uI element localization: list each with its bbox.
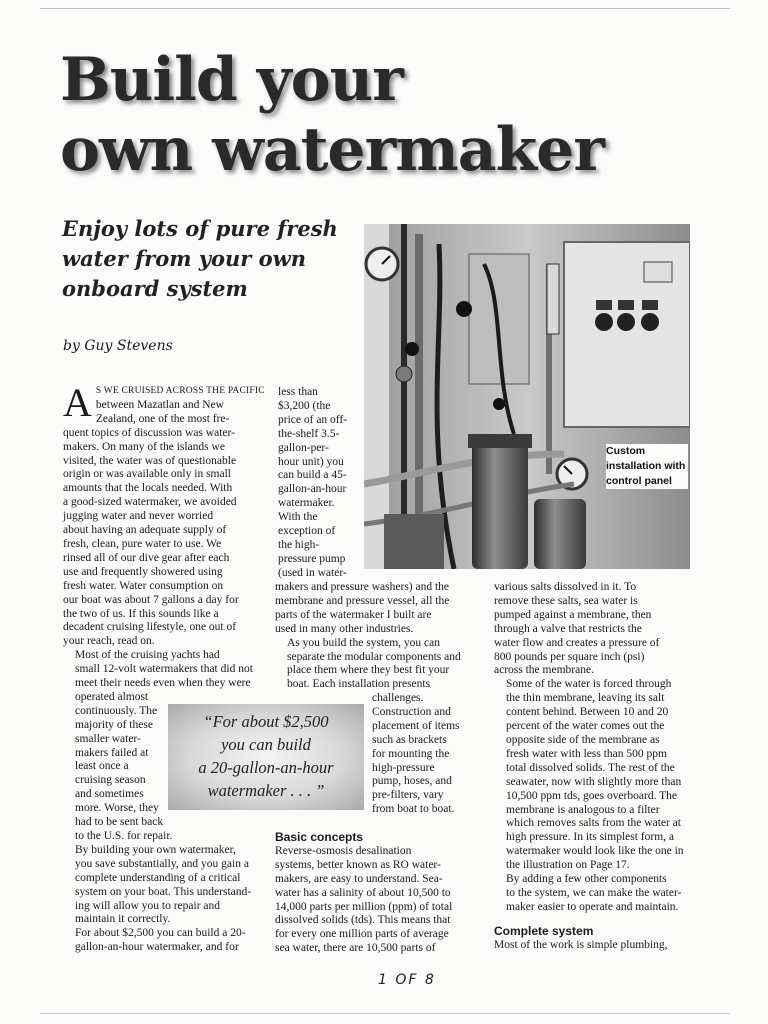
text-line: you can build bbox=[221, 735, 311, 754]
photo-caption bbox=[606, 444, 688, 489]
col3-paragraph-2 bbox=[494, 678, 709, 873]
text-line: fresh, clean, pure water to use. We bbox=[63, 537, 222, 550]
text-line: pre-filters, vary bbox=[372, 789, 444, 802]
text-line: Most of the work is simple plumbing, bbox=[494, 938, 668, 951]
text-line: challenges. bbox=[372, 692, 424, 704]
text-line: the thin membrane, leaving its salt bbox=[506, 692, 665, 705]
article-title bbox=[60, 45, 720, 185]
article-subtitle bbox=[62, 214, 362, 304]
text-line: used in many other industries. bbox=[275, 622, 414, 635]
text-line: for every one million parts of average bbox=[275, 928, 449, 941]
text-line: least once a bbox=[75, 760, 129, 773]
text-line: majority of these bbox=[75, 718, 153, 731]
text-line: gallon-an-hour bbox=[278, 483, 347, 496]
text-line: less than bbox=[278, 386, 318, 398]
text-line: sea water, there are 10,500 parts of bbox=[275, 942, 436, 955]
text-line: smaller water- bbox=[75, 732, 141, 745]
subtitle-line: water from your own bbox=[62, 246, 306, 271]
text-line: pump, hoses, and bbox=[372, 775, 452, 788]
text-line: various salts dissolved in it. To bbox=[494, 581, 637, 593]
text-line: your reach, read on. bbox=[63, 635, 155, 648]
text-line: With the bbox=[278, 511, 318, 524]
text-line: “For about $2,500 bbox=[203, 712, 329, 731]
text-line: opposite side of the membrane as bbox=[506, 733, 660, 746]
col1-paragraph-3 bbox=[63, 844, 265, 927]
subtitle-line: onboard system bbox=[62, 276, 248, 301]
text-line: operated almost bbox=[75, 690, 149, 703]
text-line: seawater, now with slightly more than bbox=[506, 775, 682, 788]
text-line: remove these salts, sea water is bbox=[494, 594, 638, 607]
text-line: amounts that the locals needed. With bbox=[63, 482, 233, 495]
text-line: meet their needs even when they were bbox=[75, 677, 251, 690]
pull-quote bbox=[168, 704, 364, 810]
text-line: watermaker. bbox=[278, 497, 335, 510]
watermaker-photo bbox=[364, 224, 690, 569]
text-line: fresh water with less than 500 ppm bbox=[506, 747, 667, 760]
text-line: watermaker would look like the one in bbox=[506, 845, 684, 858]
text-line: makers and pressure washers) and the bbox=[275, 581, 450, 593]
top-rule bbox=[40, 8, 730, 9]
text-line: 800 pounds per square inch (psi) bbox=[494, 650, 645, 663]
col3-paragraph-3 bbox=[494, 873, 709, 915]
text-line: small 12-volt watermakers that did not bbox=[75, 663, 253, 676]
text-line: Construction and bbox=[372, 705, 451, 718]
text-line: Most of the cruising yachts had bbox=[75, 649, 220, 662]
col1-paragraph-1 bbox=[63, 380, 265, 649]
text-line: high-pressure bbox=[372, 761, 435, 774]
text-line: between Mazatlan and New bbox=[95, 398, 224, 411]
text-line: pumped against a membrane, then bbox=[494, 608, 652, 621]
text-line: For about $2,500 you can build a 20- bbox=[75, 927, 246, 940]
caption-line: installation with bbox=[606, 460, 686, 472]
text-line: cruising season bbox=[75, 774, 146, 787]
text-line: rinsed all of our dive gear after each bbox=[63, 551, 230, 564]
text-line: high pressure. In its simplest form, a bbox=[506, 831, 675, 844]
text-line: Reverse-osmosis desalination bbox=[275, 844, 412, 857]
col3-paragraph-1 bbox=[494, 581, 709, 678]
text-line: makers, are easy to understand. Sea- bbox=[275, 872, 443, 885]
text-line: maintain it correctly. bbox=[75, 913, 171, 926]
text-line: makers. On many of the islands we bbox=[63, 440, 225, 453]
text-line: placement of items bbox=[372, 719, 460, 732]
text-line: water has a salinity of about 10,500 to bbox=[275, 886, 451, 899]
text-line: the-shelf 3.5- bbox=[278, 427, 340, 440]
text-line: Some of the water is forced through bbox=[506, 678, 672, 691]
text-line: membrane and pressure vessel, all the bbox=[275, 594, 450, 607]
column-1 bbox=[63, 380, 265, 955]
text-line: 14,000 parts per million (ppm) of total bbox=[275, 900, 453, 913]
text-line: As you build the system, you can bbox=[287, 636, 440, 649]
text-line: origin or was available only in small bbox=[63, 468, 231, 481]
text-line: gallon-an-hour watermaker, and for bbox=[75, 941, 239, 954]
text-line: percent of the water comes out the bbox=[506, 720, 665, 733]
text-line: total dissolved solids. The rest of the bbox=[506, 761, 675, 774]
text-line: (used in water- bbox=[278, 566, 347, 579]
text-line: Zealand, one of the most fre- bbox=[95, 412, 230, 425]
column-2-section bbox=[275, 831, 485, 956]
text-line: and sometimes bbox=[75, 788, 144, 801]
text-line: fresh water. Water consumption on bbox=[63, 579, 224, 592]
text-line: use and frequently showered using bbox=[63, 565, 223, 578]
drop-cap: A bbox=[63, 380, 92, 425]
text-line: for mounting the bbox=[372, 747, 450, 760]
line-list bbox=[63, 399, 239, 647]
title-line: own watermaker bbox=[60, 115, 604, 185]
page-number: 1 OF 8 bbox=[378, 972, 436, 988]
text-line: separate the modular components and bbox=[287, 650, 461, 663]
caption-line: Custom bbox=[606, 445, 646, 457]
bottom-rule bbox=[40, 1013, 730, 1014]
text-line: to the U.S. for repair. bbox=[75, 830, 173, 842]
watermaker-photo-art bbox=[364, 224, 690, 569]
byline: by Guy Stevens bbox=[63, 338, 173, 354]
text-line: visited, the water was of questionable bbox=[63, 454, 237, 467]
col1-paragraph-4 bbox=[63, 927, 265, 955]
text-line: hour unit) you bbox=[278, 455, 344, 468]
text-line: maker easier to operate and maintain. bbox=[506, 900, 679, 913]
title-line: Build your bbox=[60, 45, 403, 115]
text-line: gallon-per- bbox=[278, 441, 329, 454]
text-line: 10,500 ppm tds, goes overboard. The bbox=[506, 789, 677, 802]
text-line: watermaker . . . ” bbox=[207, 781, 325, 800]
text-line: pressure pump bbox=[278, 552, 346, 565]
col2-paragraph-3 bbox=[275, 845, 485, 956]
text-line: By adding a few other components bbox=[506, 873, 667, 886]
text-line: content behind. Between 10 and 20 bbox=[506, 706, 669, 719]
text-line: continuously. The bbox=[75, 704, 158, 717]
col2-paragraph-1 bbox=[275, 581, 483, 637]
text-line: through a valve that restricts the bbox=[494, 622, 642, 635]
section-heading: Basic concepts bbox=[275, 830, 364, 844]
text-line: from boat to boat. bbox=[372, 803, 455, 816]
text-line: makers failed at bbox=[75, 746, 149, 759]
text-line: our boat was about 7 gallons a day for bbox=[63, 593, 239, 606]
lead-caps: S WE CRUISED ACROSS THE PACIFIC bbox=[95, 386, 265, 396]
text-line: parts of the watermaker I built are bbox=[275, 608, 432, 621]
col3-paragraph-4 bbox=[494, 939, 709, 953]
text-line: $3,200 (the bbox=[278, 399, 331, 412]
text-line: decadent cruising lifestyle, one out of bbox=[63, 621, 237, 634]
column-2-narrow-2 bbox=[372, 692, 482, 817]
column-2-body bbox=[275, 581, 483, 692]
caption-line: control panel bbox=[606, 475, 672, 487]
text-line: the high- bbox=[278, 538, 320, 551]
text-line: such as brackets bbox=[372, 733, 447, 746]
text-line: exception of bbox=[278, 525, 336, 538]
text-line: By building your own watermaker, bbox=[75, 843, 236, 856]
section-heading: Complete system bbox=[494, 923, 594, 938]
text-line: can build a 45- bbox=[278, 469, 347, 482]
text-line: quent topics of discussion was water- bbox=[63, 426, 235, 439]
text-line: membrane is analogous to a filter bbox=[506, 803, 660, 816]
text-line: had to be sent back bbox=[75, 816, 164, 829]
text-line: a good-sized watermaker, we avoided bbox=[63, 496, 237, 509]
column-3 bbox=[494, 581, 709, 953]
text-line: water flow and creates a pressure of bbox=[494, 636, 660, 649]
text-line: boat. Each installation presents bbox=[287, 678, 431, 691]
text-line: about having an adequate supply of bbox=[63, 524, 227, 537]
text-line: the two of us. If this sounds like a bbox=[63, 607, 219, 620]
text-line: which removes salts from the water at bbox=[506, 817, 681, 830]
text-line: price of an off- bbox=[278, 413, 348, 426]
text-line: a 20-gallon-an-hour bbox=[198, 758, 334, 777]
text-line: place them where they best fit your bbox=[287, 664, 450, 677]
text-line: the illustration on Page 17. bbox=[506, 859, 630, 872]
text-line: system on your boat. This understand- bbox=[75, 885, 252, 898]
subtitle-line: Enjoy lots of pure fresh bbox=[62, 216, 338, 241]
text-line: to the system, we can make the water- bbox=[506, 886, 682, 899]
text-line: dissolved solids (tds). This means that bbox=[275, 914, 451, 927]
text-line: jugging water and never worried bbox=[63, 510, 214, 523]
text-line: systems, better known as RO water- bbox=[275, 858, 441, 871]
text-line: ing will allow you to repair and bbox=[75, 899, 220, 912]
text-line: more. Worse, they bbox=[75, 802, 159, 815]
text-line: across the membrane. bbox=[494, 664, 594, 677]
column-2-narrow bbox=[278, 386, 363, 581]
text-line: complete understanding of a critical bbox=[75, 871, 241, 884]
col2-paragraph-2 bbox=[275, 637, 483, 693]
text-line: you save substantially, and you gain a bbox=[75, 857, 249, 870]
